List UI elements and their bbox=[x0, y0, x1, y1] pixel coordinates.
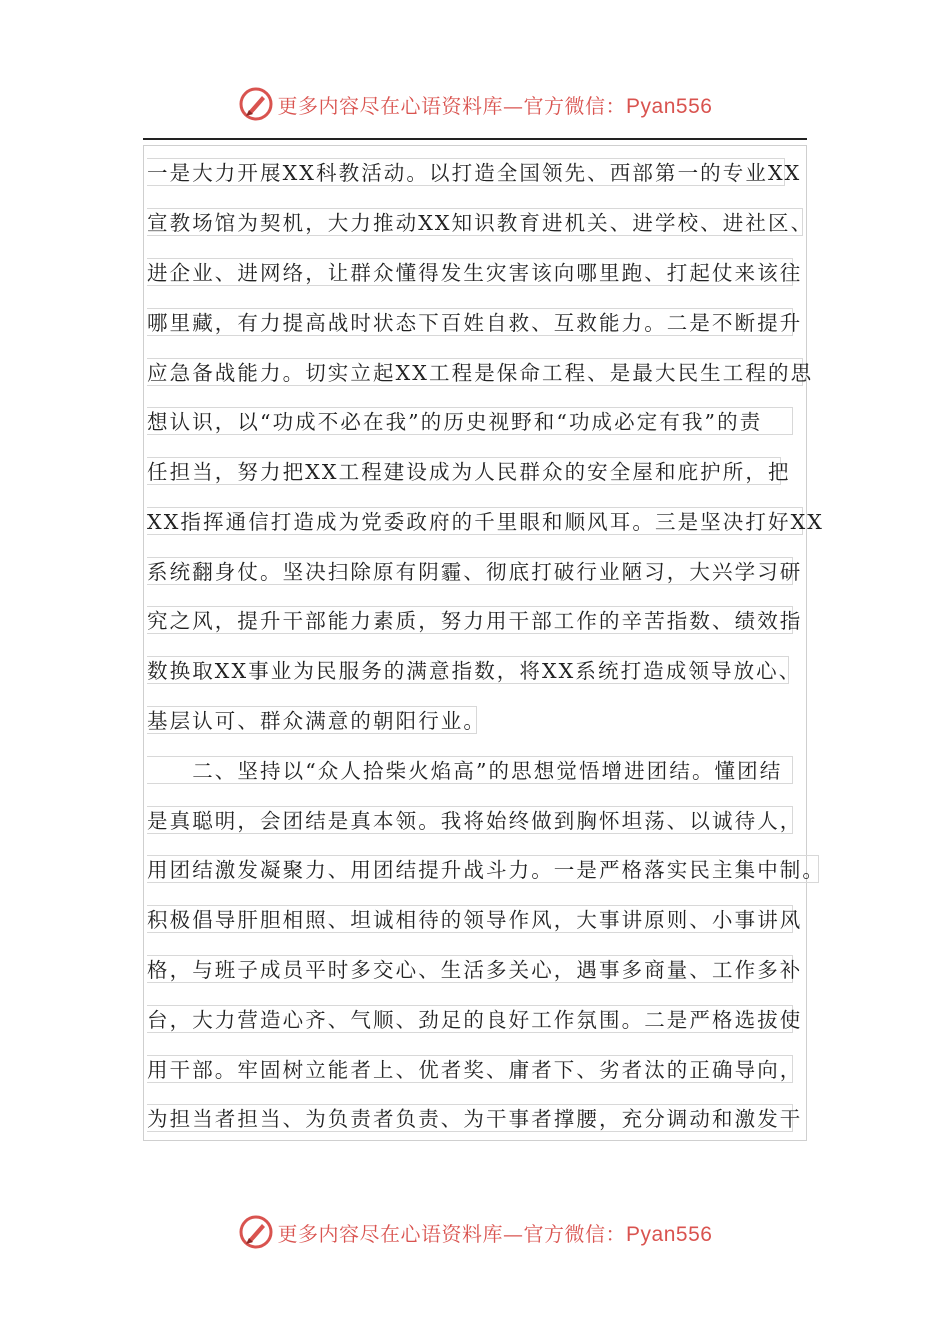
header-banner bbox=[0, 84, 950, 124]
header-rule bbox=[143, 138, 807, 140]
body-line: 宣教场馆为契机，大力推动XX知识教育进机关、进学校、进社区、 bbox=[147, 208, 803, 236]
body-line: 用团结激发凝聚力、用团结提升战斗力。一是严格落实民主集中制。 bbox=[147, 855, 819, 883]
body-line: 数换取XX事业为民服务的满意指数，将XX系统打造成领导放心、 bbox=[147, 656, 789, 684]
body-line: 是真聪明，会团结是真本领。我将始终做到胸怀坦荡、以诚待人， bbox=[147, 806, 793, 834]
body-line: 台，大力营造心齐、气顺、劲足的良好工作氛围。二是严格选拔使 bbox=[147, 1005, 793, 1033]
body-line: 进企业、进网络，让群众懂得发生灾害该向哪里跑、打起仗来该往 bbox=[147, 258, 793, 286]
body-line: 任担当，努力把XX工程建设成为人民群众的安全屋和庇护所，把 bbox=[147, 457, 781, 485]
banner-text: 更多内容尽在心语资料库—官方微信：Pyan556 bbox=[277, 93, 713, 118]
body-line: 系统翻身仗。坚决扫除原有阴霾、彻底打破行业陋习，大兴学习研 bbox=[147, 557, 793, 585]
body-line: XX指挥通信打造成为党委政府的千里眼和顺风耳。三是坚决打好XX bbox=[147, 507, 803, 535]
body-line: 究之风，提升干部能力素质，努力用干部工作的辛苦指数、绩效指 bbox=[147, 606, 793, 634]
pen-logo-icon bbox=[238, 86, 274, 122]
body-line: 积极倡导肝胆相照、坦诚相待的领导作风，大事讲原则、小事讲风 bbox=[147, 905, 793, 933]
page-frame bbox=[143, 145, 807, 1141]
body-line: 基层认可、群众满意的朝阳行业。 bbox=[147, 706, 477, 734]
body-line: 应急备战能力。切实立起XX工程是保命工程、是最大民生工程的思 bbox=[147, 358, 803, 386]
body-line: 格，与班子成员平时多交心、生活多关心，遇事多商量、工作多补 bbox=[147, 955, 793, 983]
body-line: 二、坚持以“众人拾柴火焰高”的思想觉悟增进团结。懂团结 bbox=[147, 756, 793, 784]
body-line: 用干部。牢固树立能者上、优者奖、庸者下、劣者汰的正确导向， bbox=[147, 1055, 793, 1083]
footer-banner bbox=[0, 1212, 950, 1252]
body-line: 哪里藏，有力提高战时状态下百姓自救、互救能力。二是不断提升 bbox=[147, 308, 793, 336]
banner-text: 更多内容尽在心语资料库—官方微信：Pyan556 bbox=[277, 1221, 713, 1246]
body-line: 想认识，以“功成不必在我”的历史视野和“功成必定有我”的责 bbox=[147, 407, 793, 435]
pen-logo-icon bbox=[238, 1214, 274, 1250]
body-line: 为担当者担当、为负责者负责、为干事者撑腰，充分调动和激发干 bbox=[147, 1104, 793, 1132]
body-line: 一是大力开展XX科教活动。以打造全国领先、西部第一的专业XX bbox=[147, 158, 785, 186]
